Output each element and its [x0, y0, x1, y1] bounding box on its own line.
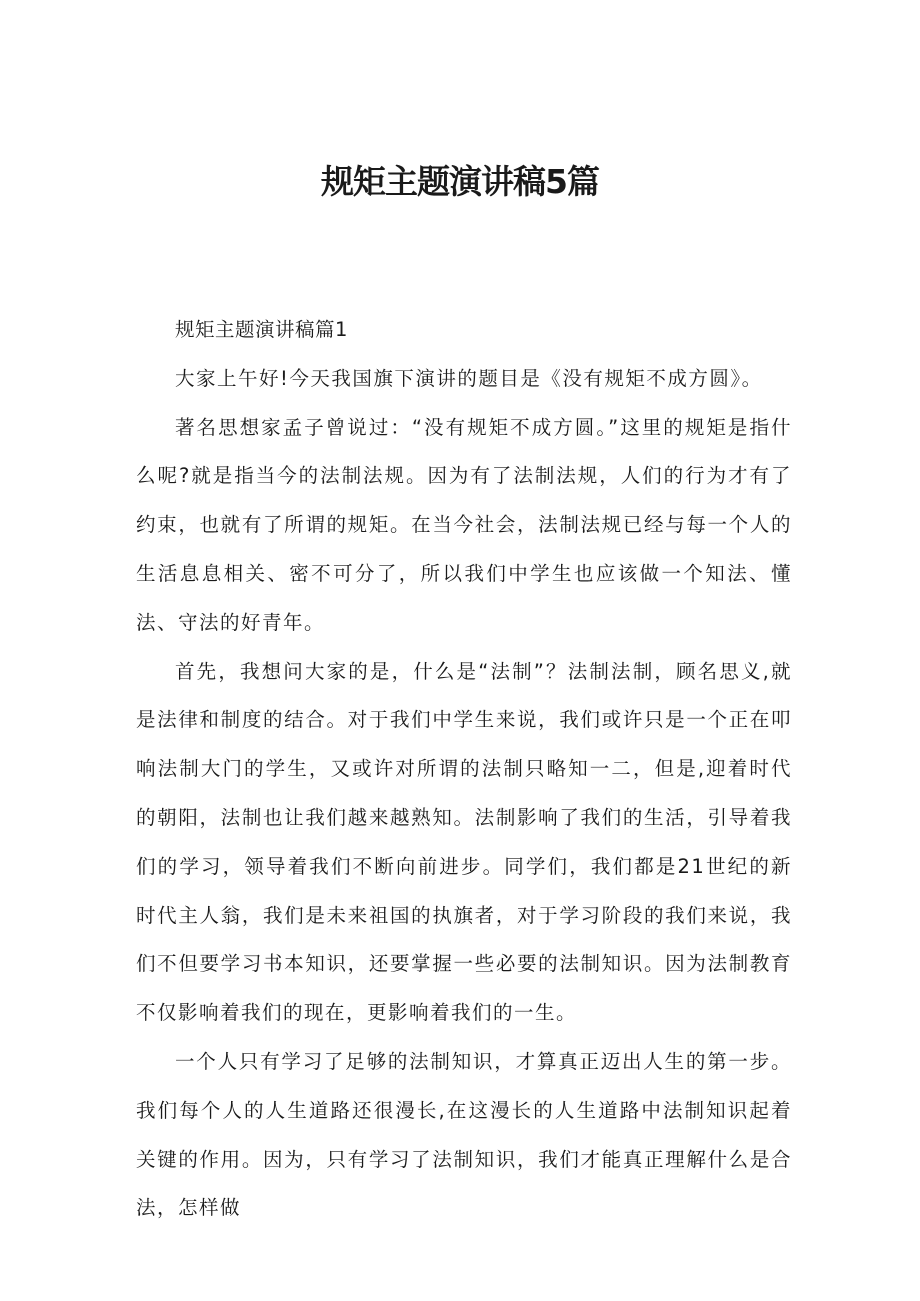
paragraph-mencius: 著名思想家孟子曾说过：“没有规矩不成方圆。”这里的规矩是指什么呢?就是指当今的法制法规。因为有了法制法规，人们的行为才有了约束，也就有了所谓的规矩。在当今社会，法制法规已经与每一个人的生活息息相关、密不可分了，所以我们中学生也应该做一个知法、懂法、守法的好青年。 [136, 415, 792, 634]
section-heading: 规矩主题演讲稿篇1 [175, 318, 348, 341]
paragraph-first-step: 一个人只有学习了足够的法制知识，才算真正迈出人生的第一步。我们每个人的人生道路还很漫长,在这漫长的人生道路中法制知识起着关键的作用。因为，只有学习了法制知识，我们才能真正理解什么是合法，怎样做 [136, 1049, 792, 1220]
document-body [136, 306, 792, 1233]
document-title: 规矩主题演讲稿5篇 [321, 162, 599, 201]
paragraph-legal-system: 首先，我想问大家的是，什么是“法制”？法制法制，顾名思义,就是法律和制度的结合。对于我们中学生来说，我们或许只是一个正在叩响法制大门的学生，又或许对所谓的法制只略知一二，但是,迎着时代的朝阳，法制也让我们越来越熟知。法制影响了我们的生活，引导着我们的学习，领导着我们不断向前进步。同学们，我们都是21世纪的新时代主人翁，我们是未来祖国的执旗者，对于学习阶段的我们来说，我们不但要学习书本知识，还要掌握一些必要的法制知识。因为法制教育不仅影响着我们的现在，更影响着我们的一生。 [136, 659, 792, 1025]
paragraph-greeting: 大家上午好!今天我国旗下演讲的题目是《没有规矩不成方圆》。 [175, 366, 763, 390]
